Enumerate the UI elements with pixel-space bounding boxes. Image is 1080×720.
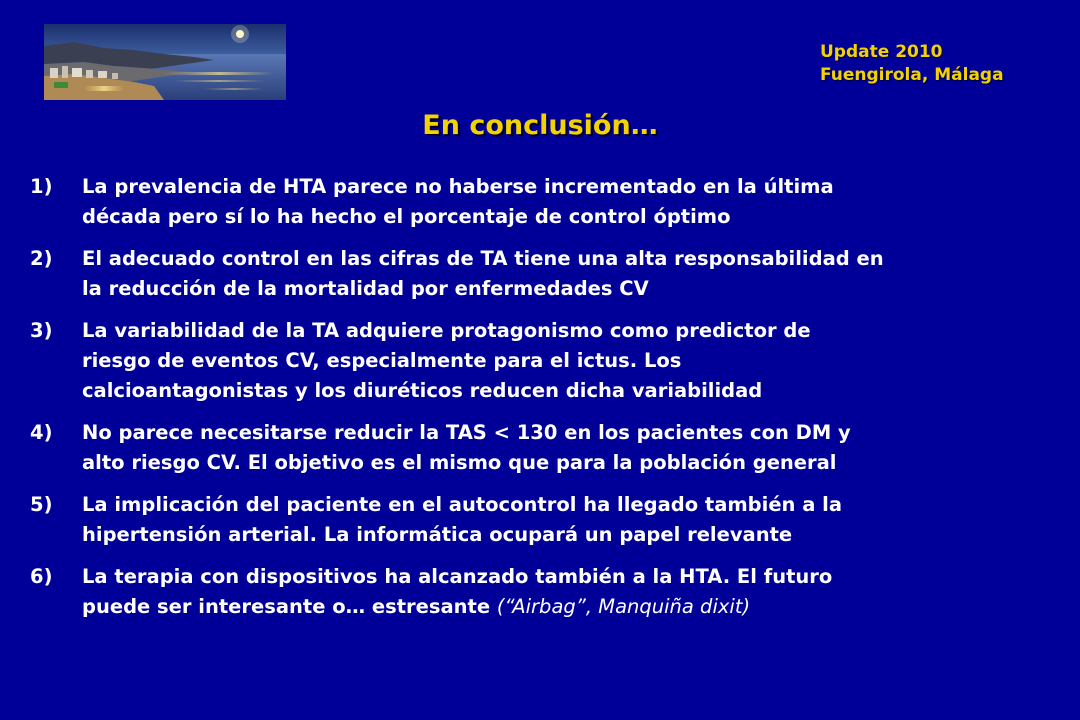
item-line: No parece necesitarse reducir la TAS < 130 en los pacientes con DM y [82,421,851,444]
item-line: La terapia con dispositivos ha alcanzado también a la HTA. El futuro [82,565,833,588]
item-line: hipertensión arterial. La informática ocupará un papel relevante [82,523,793,546]
item-number: 2) [30,247,53,270]
item-line: El adecuado control en las cifras de TA tiene una alta responsabilidad en [82,247,884,270]
item-line-main: puede ser interesante o… estresante [82,595,497,618]
event-name: Update 2010 [820,42,943,62]
item-text [82,172,1070,232]
item-line: riesgo de eventos CV, especialmente para el ictus. Los [82,349,682,372]
item-text [82,562,1070,622]
item-line [82,592,1070,622]
list-item [30,316,1070,406]
item-line: década pero sí lo ha hecho el porcentaje de control óptimo [82,205,731,228]
list-item [30,244,1070,304]
conclusion-list [30,172,1070,634]
item-text [82,418,1070,478]
coastline-image [44,24,286,100]
list-item [30,490,1070,550]
item-number: 5) [30,493,53,516]
item-line: la reducción de la mortalidad por enfermedades CV [82,277,649,300]
item-text [82,316,1070,406]
item-line: La implicación del paciente en el autocontrol ha llegado también a la [82,493,843,516]
item-line: La variabilidad de la TA adquiere protagonismo como predictor de [82,319,811,342]
item-number: 1) [30,175,53,198]
item-line: calcioantagonistas y los diuréticos reducen dicha variabilidad [82,379,763,402]
item-quote: (“Airbag”, Manquiña dixit) [496,595,751,618]
item-number: 4) [30,421,53,444]
list-item [30,418,1070,478]
item-number: 3) [30,319,53,342]
item-number: 6) [30,565,53,588]
item-text [82,490,1070,550]
item-line: alto riesgo CV. El objetivo es el mismo que para la población general [82,451,837,474]
list-item [30,562,1070,622]
item-text [82,244,1070,304]
slide-title: En conclusión… [422,110,658,141]
coastline-photo [44,24,286,100]
item-line: La prevalencia de HTA parece no haberse incrementado en la última [82,175,834,198]
event-location: Fuengirola, Málaga [820,65,1004,85]
list-item [30,172,1070,232]
event-caption [820,41,1004,87]
